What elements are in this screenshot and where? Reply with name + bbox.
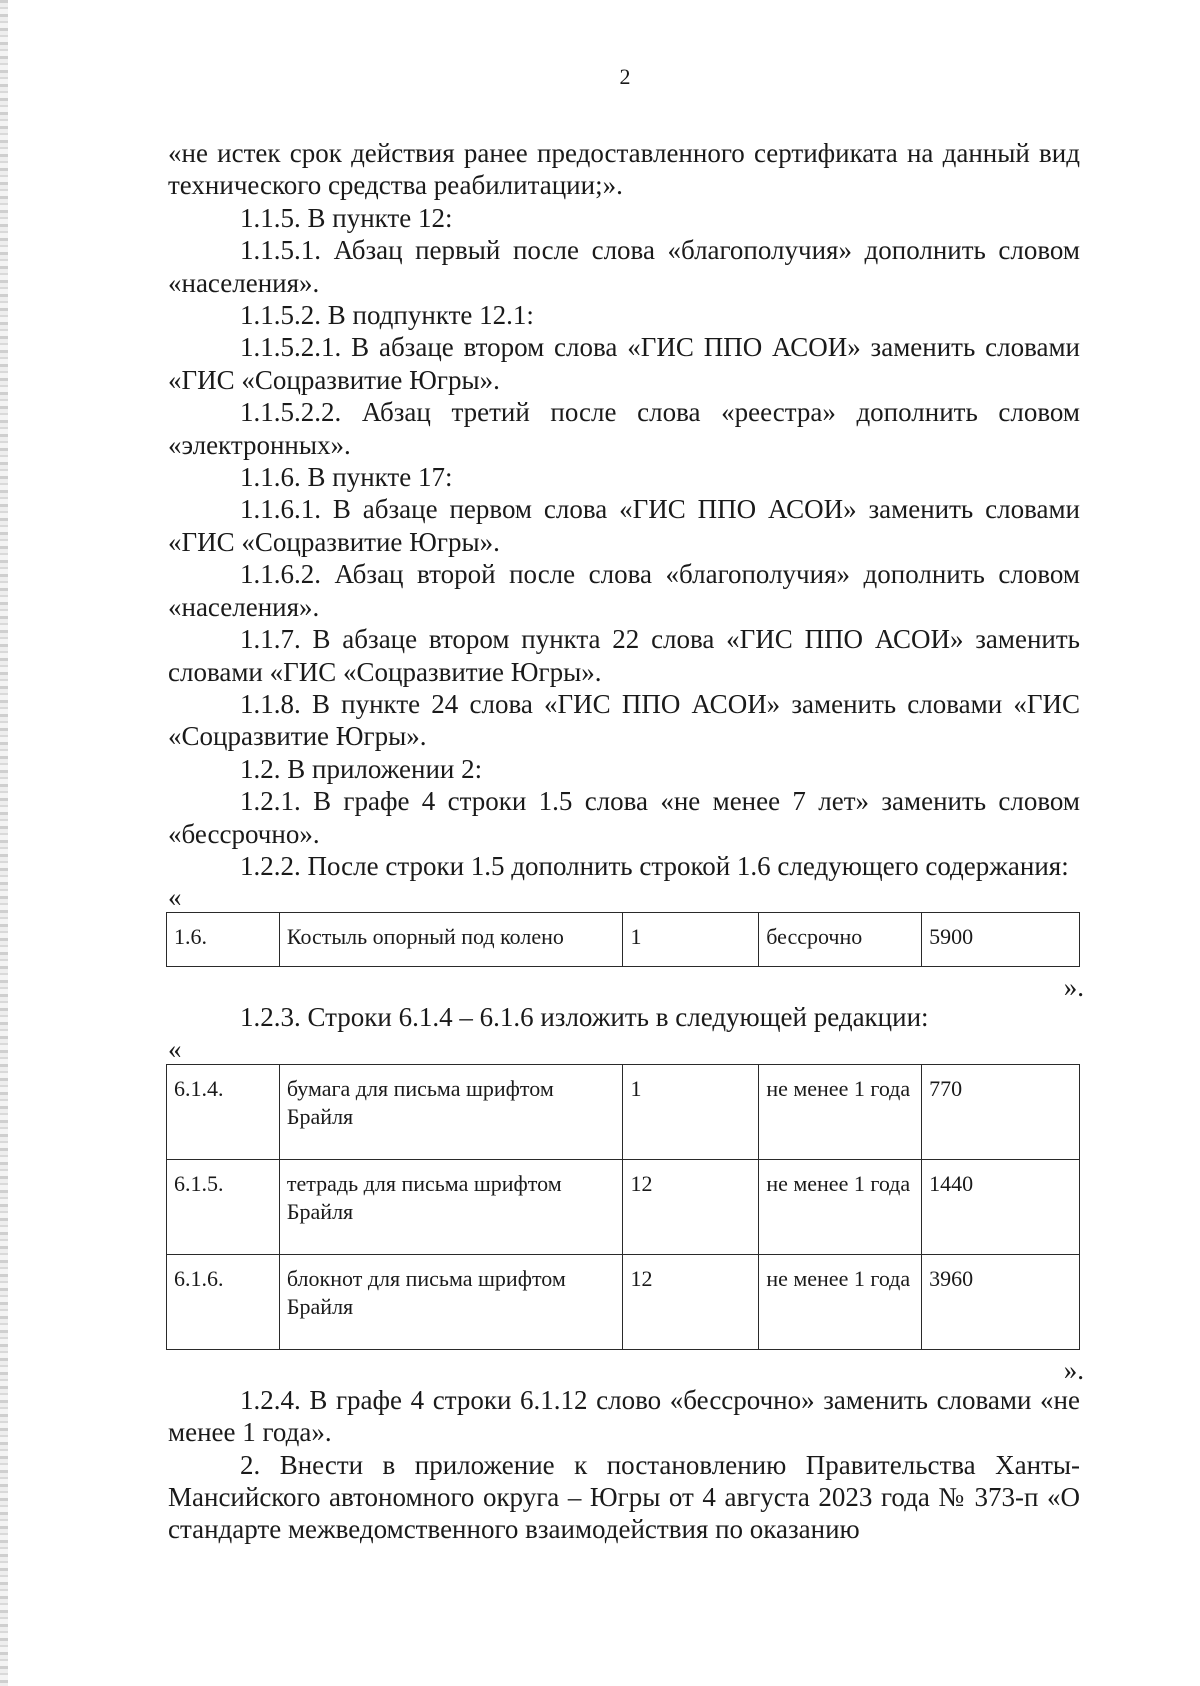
paragraph: 1.1.5.2.1. В абзаце втором слова «ГИС ППО АСОИ» заменить словами «ГИС «Соцразвитие Югры».	[168, 332, 1080, 395]
row-number-cell: 1.6.	[167, 913, 280, 967]
paragraph: 1.1.5.2.2. Абзац третий после слова «реестра» дополнить словом «электронных».	[168, 397, 1080, 460]
amendment-paragraphs-a	[168, 137, 1080, 882]
row-number-cell: 6.1.5.	[167, 1159, 280, 1254]
paragraph: 1.1.8. В пункте 24 слова «ГИС ППО АСОИ» заменить словами «ГИС «Соцразвитие Югры».	[168, 688, 1080, 752]
table1-close-quote: ».	[1063, 972, 1084, 1003]
page-number: 2	[619, 64, 631, 89]
table-row	[167, 913, 1080, 967]
scan-edge-artifact	[0, 0, 8, 1686]
price-cell: 770	[922, 1064, 1080, 1159]
quantity-cell: 1	[623, 1064, 759, 1159]
row-number-cell: 6.1.4.	[167, 1064, 280, 1159]
paragraph: 1.1.7. В абзаце втором пункта 22 слова «ГИС ППО АСОИ» заменить словами «ГИС «Соцразвитие Югры».	[168, 624, 1080, 687]
item-name-cell: блокнот для письма шрифтом Брайля	[279, 1254, 623, 1349]
paragraph: 1.2.2. После строки 1.5 дополнить строкой 1.6 следующего содержания:	[240, 850, 1069, 881]
quantity-cell: 12	[623, 1159, 759, 1254]
paragraph: 1.1.6.2. Абзац второй после слова «благополучия» дополнить словом «населения».	[168, 559, 1080, 622]
table2-close-quote: ».	[1063, 1354, 1084, 1385]
paragraph: 1.1.5. В пункте 12:	[240, 202, 453, 233]
paragraph: 1.2.4. В графе 4 строки 6.1.12 слово «бессрочно» заменить словами «не менее 1 года».	[168, 1384, 1080, 1448]
amendment-paragraphs-c	[168, 1384, 1080, 1546]
paragraph: 2. Внести в приложение к постановлению Правительства Ханты-Мансийского автономного округа – Югры от 4 августа 2023 года № 373-п «О стандарте межведомственного взаимодействия по оказанию	[168, 1449, 1080, 1545]
price-cell: 1440	[922, 1159, 1080, 1254]
document-body	[168, 137, 1084, 1546]
table1-open-quote: «	[168, 882, 182, 913]
table-rows-6-1-4-to-6-1-6	[166, 1064, 1080, 1350]
paragraph: 1.1.5.1. Абзац первый после слова «благополучия» дополнить словом «населения».	[168, 235, 1080, 298]
term-cell: не менее 1 года	[759, 1159, 922, 1254]
item-name-cell: Костыль опорный под колено	[279, 913, 623, 967]
price-cell: 5900	[922, 913, 1080, 967]
term-cell: не менее 1 года	[759, 1254, 922, 1349]
row-number-cell: 6.1.6.	[167, 1254, 280, 1349]
quantity-cell: 12	[623, 1254, 759, 1349]
paragraph: 1.1.6.1. В абзаце первом слова «ГИС ППО АСОИ» заменить словами «ГИС «Соцразвитие Югры».	[168, 494, 1080, 557]
table2-open-quote: «	[168, 1033, 182, 1064]
table-row	[167, 1159, 1080, 1254]
table-row	[167, 1064, 1080, 1159]
paragraph: 1.2.1. В графе 4 строки 1.5 слова «не менее 7 лет» заменить словом «бессрочно».	[168, 786, 1080, 849]
paragraph: 1.1.6. В пункте 17:	[240, 462, 453, 493]
table-row	[167, 1254, 1080, 1349]
term-cell: не менее 1 года	[759, 1064, 922, 1159]
paragraph: «не истек срок действия ранее предоставленного сертификата на данный вид технического средства реабилитации;».	[168, 138, 1080, 201]
term-cell: бессрочно	[759, 913, 922, 967]
item-name-cell: бумага для письма шрифтом Брайля	[279, 1064, 623, 1159]
table-row-1-6	[166, 912, 1080, 967]
price-cell: 3960	[922, 1254, 1080, 1349]
item-name-cell: тетрадь для письма шрифтом Брайля	[279, 1159, 623, 1254]
paragraph: 1.1.5.2. В подпункте 12.1:	[240, 300, 534, 331]
paragraph: 1.2. В приложении 2:	[240, 753, 483, 784]
quantity-cell: 1	[623, 913, 759, 967]
paragraph-1-2-3: 1.2.3. Строки 6.1.4 – 6.1.6 изложить в следующей редакции:	[240, 1002, 929, 1033]
